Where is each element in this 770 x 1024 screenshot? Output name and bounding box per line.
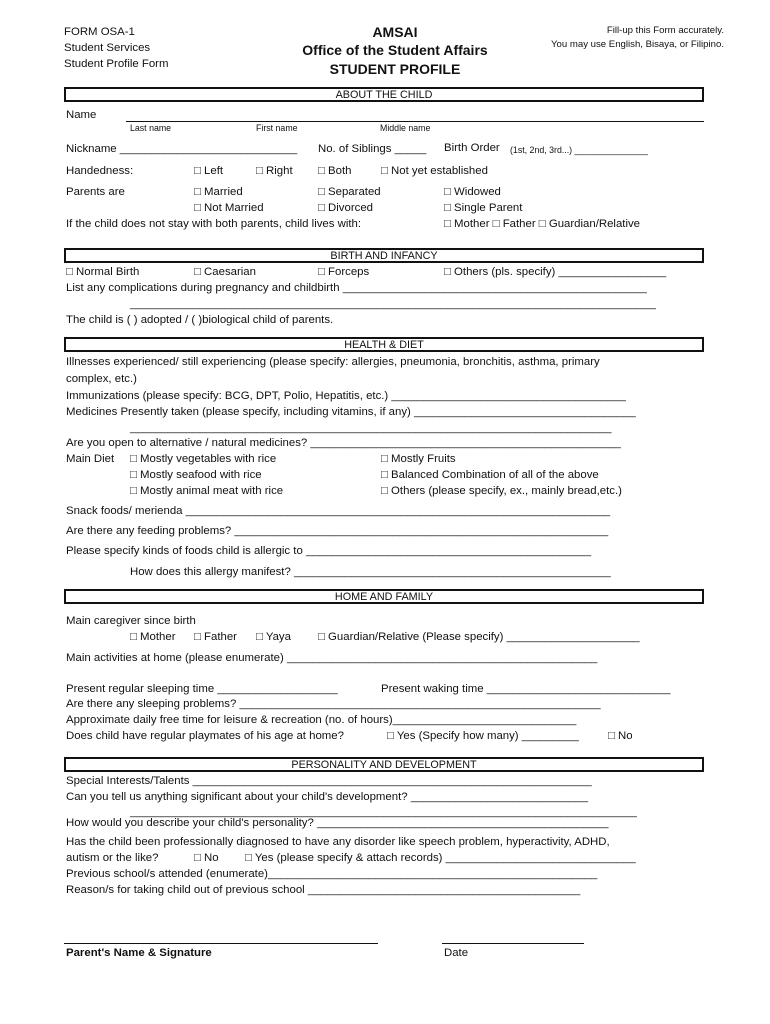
interests-field[interactable]: Special Interests/Talents _______________________________________________________________ (66, 775, 592, 787)
snack-field[interactable]: Snack foods/ merienda ___________________________________________________________________ (66, 505, 611, 517)
lives-with-checkboxes[interactable]: □ Mother □ Father □ Guardian/Relative (444, 218, 641, 230)
handedness-both-checkbox[interactable]: □ Both (318, 165, 352, 177)
feeding-problems-field[interactable]: Are there any feeding problems? ___________________________________________________________ (66, 525, 609, 537)
adopted-field[interactable]: The child is ( ) adopted / ( )biological child of parents. (66, 314, 334, 326)
single-parent-checkbox[interactable]: □ Single Parent (444, 202, 523, 214)
middle-name-label: Middle name (380, 123, 431, 133)
sleeping-time-field[interactable]: Present regular sleeping time ___________________ (66, 683, 338, 695)
playmates-yes-checkbox[interactable]: □ Yes (Specify how many) _________ (387, 730, 579, 742)
development-field-cont[interactable]: ________________________________________________________________________________ (130, 806, 637, 818)
disorder-label: Has the child been professionally diagnosed to have any disorder like speech problem, hyperactivity, ADHD, (66, 836, 610, 848)
date-line[interactable] (442, 943, 584, 944)
complications-field-cont[interactable]: ___________________________________________________________________________________ (130, 298, 656, 310)
illnesses-label-cont: complex, etc.) (66, 373, 137, 385)
main-diet-label: Main Diet (66, 453, 115, 465)
handedness-right-checkbox[interactable]: □ Right (256, 165, 293, 177)
sleeping-problems-field[interactable]: Are there any sleeping problems? _________________________________________________________ (66, 698, 601, 710)
home-activities-field[interactable]: Main activities at home (please enumerate) _________________________________________________ (66, 652, 598, 664)
food-allergy-field[interactable]: Please specify kinds of foods child is allergic to _____________________________________________ (66, 545, 592, 557)
normal-birth-checkbox[interactable]: □ Normal Birth (66, 266, 140, 278)
disorder-no-checkbox[interactable]: □ No (194, 852, 219, 864)
form-code: FORM OSA-1 (64, 26, 135, 38)
parent-signature-label: Parent's Name & Signature (66, 947, 212, 959)
diet-seafood-checkbox[interactable]: □ Mostly seafood with rice (130, 469, 262, 481)
last-name-label: Last name (130, 123, 172, 133)
medicines-field[interactable]: Medicines Presently taken (please specify, including vitamins, if any) ___________________________________ (66, 406, 636, 418)
siblings-field[interactable]: No. of Siblings _____ (318, 143, 427, 155)
personality-field[interactable]: How would you describe your child's personality? ______________________________________________ (66, 817, 609, 829)
disorder-label-cont: autism or the like? (66, 852, 159, 864)
illnesses-label: Illnesses experienced/ still experiencing (please specify: allergies, pneumonia, bronchitis, asthma, primary (66, 356, 600, 368)
office-name: Office of the Student Affairs (302, 42, 488, 58)
caregiver-father-checkbox[interactable]: □ Father (194, 631, 237, 643)
diet-meat-checkbox[interactable]: □ Mostly animal meat with rice (130, 485, 284, 497)
caregiver-label: Main caregiver since birth (66, 615, 196, 627)
caregiver-yaya-checkbox[interactable]: □ Yaya (256, 631, 291, 643)
waking-time-field[interactable]: Present waking time _____________________________ (381, 683, 671, 695)
section-home-family: HOME AND FAMILY (64, 589, 704, 604)
married-checkbox[interactable]: □ Married (194, 186, 243, 198)
page-title: STUDENT PROFILE (329, 61, 461, 77)
handedness-label: Handedness: (66, 165, 134, 177)
section-about-child: ABOUT THE CHILD (64, 87, 704, 102)
name-label: Name (66, 109, 97, 121)
widowed-checkbox[interactable]: □ Widowed (444, 186, 501, 198)
section-health-diet: HEALTH & DIET (64, 337, 704, 352)
section-personality-development: PERSONALITY AND DEVELOPMENT (64, 757, 704, 772)
birth-order-field[interactable]: (1st, 2nd, 3rd...) _______________ (510, 145, 648, 155)
divorced-checkbox[interactable]: □ Divorced (318, 202, 373, 214)
lives-with-label: If the child does not stay with both parents, child lives with: (66, 218, 362, 230)
caesarian-checkbox[interactable]: □ Caesarian (194, 266, 256, 278)
signature-line[interactable] (64, 943, 378, 944)
parents-are-label: Parents are (66, 186, 125, 198)
caregiver-mother-checkbox[interactable]: □ Mother (130, 631, 176, 643)
diet-vegetables-checkbox[interactable]: □ Mostly vegetables with rice (130, 453, 277, 465)
diet-others-checkbox[interactable]: □ Others (please specify, ex., mainly bread,etc.) (381, 485, 622, 497)
immunizations-field[interactable]: Immunizations (please specify: BCG, DPT, Polio, Hepatitis, etc.) _____________________________________ (66, 390, 626, 402)
form-name: Student Profile Form (64, 58, 169, 70)
first-name-label: First name (256, 123, 298, 133)
playmates-no-checkbox[interactable]: □ No (608, 730, 633, 742)
not-married-checkbox[interactable]: □ Not Married (194, 202, 264, 214)
section-birth-infancy: BIRTH AND INFANCY (64, 248, 704, 263)
medicines-field-cont[interactable]: ____________________________________________________________________________ (130, 422, 612, 434)
free-time-field[interactable]: Approximate daily free time for leisure & recreation (no. of hours)_____________________________ (66, 714, 577, 726)
nickname-field[interactable]: Nickname ____________________________ (66, 143, 298, 155)
playmates-label: Does child have regular playmates of his age at home? (66, 730, 344, 742)
school-name: AMSAI (372, 24, 418, 40)
allergy-manifest-field[interactable]: How does this allergy manifest? __________________________________________________ (130, 566, 611, 578)
birth-others-checkbox[interactable]: □ Others (pls. specify) _________________ (444, 266, 667, 278)
date-label: Date (444, 947, 469, 959)
birth-order-label: Birth Order (444, 142, 500, 154)
caregiver-guardian-checkbox[interactable]: □ Guardian/Relative (Please specify) _____________________ (318, 631, 640, 643)
separated-checkbox[interactable]: □ Separated (318, 186, 381, 198)
handedness-not-yet-checkbox[interactable]: □ Not yet established (381, 165, 488, 177)
disorder-yes-checkbox[interactable]: □ Yes (please specify & attach records) ______________________________ (245, 852, 636, 864)
complications-field[interactable]: List any complications during pregnancy and childbirth ________________________________________________ (66, 282, 647, 294)
development-field[interactable]: Can you tell us anything significant about your child's development? ____________________________ (66, 791, 589, 803)
reason-field[interactable]: Reason/s for taking child out of previous school ___________________________________________ (66, 884, 581, 896)
previous-school-field[interactable]: Previous school/s attended (enumerate)____________________________________________________ (66, 868, 598, 880)
department: Student Services (64, 42, 151, 54)
instruction-2: You may use English, Bisaya, or Filipino. (551, 39, 724, 50)
diet-balanced-checkbox[interactable]: □ Balanced Combination of all of the above (381, 469, 599, 481)
forceps-checkbox[interactable]: □ Forceps (318, 266, 370, 278)
diet-fruits-checkbox[interactable]: □ Mostly Fruits (381, 453, 456, 465)
handedness-left-checkbox[interactable]: □ Left (194, 165, 224, 177)
instruction-1: Fill-up this Form accurately. (606, 25, 724, 36)
alternative-medicine-field[interactable]: Are you open to alternative / natural medicines? _________________________________________________ (66, 437, 621, 449)
